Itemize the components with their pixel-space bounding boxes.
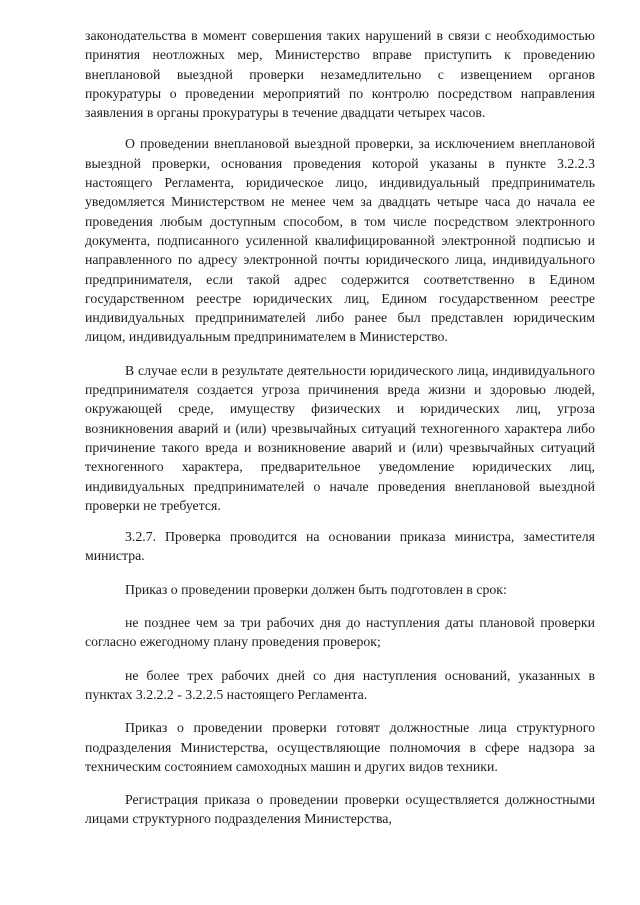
- paragraph-3: В случае если в результате деятельности юридического лица, индивидуального предпринимателя создается угроза причинения вреда жизни и здоровью людей, окружающей среде, имуществу физических и юридических лиц, угроза возникновения аварий и (или) чрезвычайных ситуаций техногенного характера либо причинение такого вреда и возникновение аварий и (или) чрезвычайных ситуаций техногенного характера, предварительное уведомление юридических лиц, индивидуальных предпринимателей о начале проведения внеплановой выездной проверки не требуется.: [85, 362, 595, 513]
- paragraph-7: не более трех рабочих дней со дня наступления оснований, указанных в пунктах 3.2.2.2 - 3.2.2.5 настоящего Регламента.: [85, 667, 595, 702]
- paragraph-6: не позднее чем за три рабочих дня до наступления даты плановой проверки согласно ежегодному плану проведения проверок;: [85, 615, 595, 650]
- paragraph-1: законодательства в момент совершения таких нарушений в связи с необходимостью принятия неотложных мер, Министерство вправе приступить к проведению внеплановой выездной проверки незамедлительно с извещением органов прокуратуры о проведении мероприятий по контролю посредством направления заявления в органы прокуратуры в течение двадцати четырех часов.: [85, 28, 595, 121]
- paragraph-2: О проведении внеплановой выездной проверки, за исключением внеплановой выездной проверки, основания проведения которой указаны в пункте 3.2.2.3 настоящего Регламента, юридическое лицо, индивидуальный предприниматель уведомляется Министерством не менее чем за двадцать четыре часа до начала ее проведения любым доступным способом, в том числе посредством электронного документа, подписанного усиленной квалифицированной электронной подписью и направленного по адресу электронной почты юридического лица, индивидуального предпринимателя, если такой адрес содержится соответственно в Едином государственном реестре юридических лиц, Едином государственном реестре индивидуальных предпринимателей либо ранее был представлен юридическим лицом, индивидуальным предпринимателем в Министерство.: [85, 136, 595, 345]
- paragraph-5: Приказ о проведении проверки должен быть подготовлен в срок:: [125, 581, 507, 597]
- paragraph-4: 3.2.7. Проверка проводится на основании приказа министра, заместителя министра.: [85, 529, 595, 564]
- paragraph-9: Регистрация приказа о проведении проверки осуществляется должностными лицами структурного подразделения Министерства,: [85, 792, 595, 827]
- paragraph-8: Приказ о проведении проверки готовят должностные лица структурного подразделения Министерства, осуществляющие полномочия в сфере надзора за техническим состоянием самоходных машин и других видов техники.: [85, 720, 595, 774]
